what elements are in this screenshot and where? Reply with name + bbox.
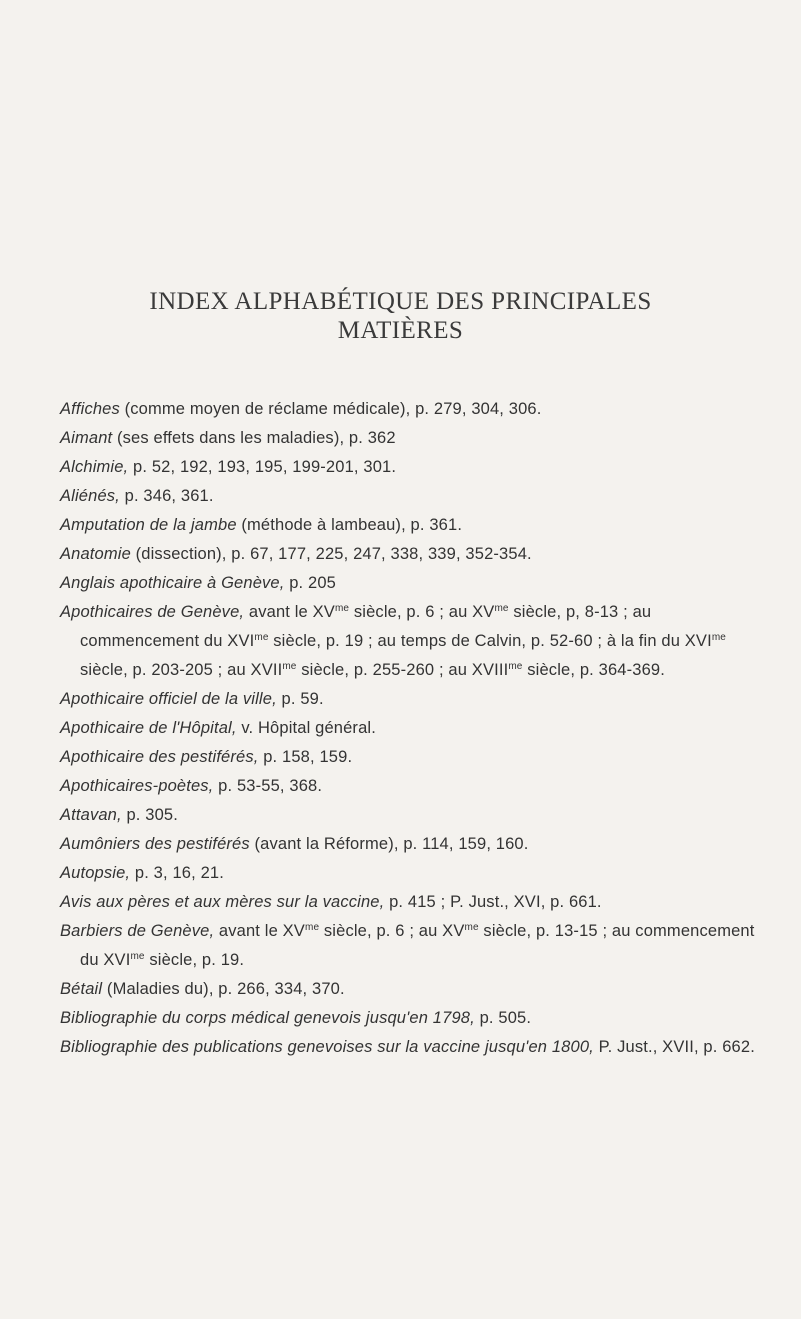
- index-entry-apothicaires-poetes: [60, 772, 760, 801]
- index-term: Bibliographie du corps médical genevois jusqu'en 1798,: [60, 1009, 475, 1027]
- index-references: avant le XV: [244, 603, 335, 621]
- index-entry-apothicaire-hopital: [60, 714, 760, 743]
- index-entry-apothicaire-pestiferes: [60, 743, 760, 772]
- ordinal-suffix: me: [130, 951, 145, 962]
- index-term: Aimant: [60, 429, 113, 447]
- index-term: Bétail: [60, 980, 103, 998]
- index-references: p. 53-55, 368.: [213, 777, 323, 795]
- ordinal-suffix: me: [334, 603, 350, 614]
- index-term: Aumôniers des pestiférés: [60, 835, 250, 853]
- ordinal-suffix: me: [464, 922, 479, 933]
- index-references: siècle, p. 6 ; au XV: [349, 603, 495, 621]
- index-references: P. Just., XVII, p. 662.: [593, 1038, 755, 1056]
- index-entry-aimant: [60, 424, 760, 453]
- index-references: p. 415 ; P. Just., XVI, p. 661.: [384, 893, 602, 911]
- index-references: siècle, p. 6 ; au XV: [319, 922, 465, 940]
- index-term: Apothicaires de Genève,: [60, 603, 245, 621]
- index-references: (dissection), p. 67, 177, 225, 247, 338, 339, 352-354.: [130, 545, 532, 563]
- index-entry-amputation: [60, 511, 760, 540]
- index-entry-apothicaire-officiel: [60, 685, 760, 714]
- ordinal-suffix: me: [711, 632, 727, 643]
- ordinal-suffix: me: [282, 661, 297, 672]
- ordinal-suffix: me: [508, 661, 523, 672]
- index-term: Apothicaire des pestiférés,: [60, 748, 259, 766]
- index-references: p. 59.: [276, 690, 324, 708]
- index-term: Autopsie,: [60, 864, 131, 882]
- index-term: Bibliographie des publications genevoises sur la vaccine jusqu'en 1800,: [60, 1038, 594, 1056]
- index-term: Affiches: [60, 400, 120, 418]
- index-entry-bibliographie-corps: [60, 1004, 760, 1033]
- ordinal-suffix: me: [494, 603, 509, 614]
- index-entry-betail: [60, 975, 760, 1004]
- index-references: siècle, p, 8-13 ; au commencement du XVI: [80, 603, 652, 650]
- index-references: siècle, p. 13-15 ; au commencement du XVI: [80, 922, 755, 969]
- index-entry-anglais: [60, 569, 760, 598]
- index-term: Apothicaire officiel de la ville,: [60, 690, 277, 708]
- index-entry-anatomie: [60, 540, 760, 569]
- index-references: (ses effets dans les maladies), p. 362: [112, 429, 396, 447]
- index-entry-avis: [60, 888, 760, 917]
- index-references: v. Hôpital général.: [236, 719, 376, 737]
- index-title-line-1: INDEX ALPHABÉTIQUE DES PRINCIPALES: [149, 288, 652, 315]
- index-references: p. 305.: [121, 806, 178, 824]
- index-entry-autopsie: [60, 859, 760, 888]
- index-entry-aumoniers: [60, 830, 760, 859]
- ordinal-suffix: me: [254, 632, 269, 643]
- index-references: p. 205: [284, 574, 337, 592]
- index-term: Apothicaires-poètes,: [60, 777, 214, 795]
- index-references: avant le XV: [214, 922, 305, 940]
- ordinal-suffix: me: [304, 922, 320, 933]
- index-entry-affiches: [60, 395, 760, 424]
- index-term: Aliénés,: [60, 487, 120, 505]
- index-references: (Maladies du), p. 266, 334, 370.: [102, 980, 345, 998]
- index-entry-barbiers: [60, 917, 760, 975]
- index-term: Barbiers de Genève,: [60, 922, 215, 940]
- index-term: Amputation de la jambe: [60, 516, 237, 534]
- index-title-line-2: MATIÈRES: [337, 317, 464, 344]
- index-entry-attavan: [60, 801, 760, 830]
- index-term: Attavan,: [60, 806, 122, 824]
- index-references: siècle, p. 203-205 ; au XVII: [80, 661, 283, 679]
- index-entries-list: [60, 395, 760, 1062]
- index-term: Anglais apothicaire à Genève,: [60, 574, 285, 592]
- index-references: p. 346, 361.: [119, 487, 214, 505]
- index-references: siècle, p. 19.: [144, 951, 245, 969]
- index-term: Anatomie: [60, 545, 131, 563]
- index-references: p. 158, 159.: [258, 748, 353, 766]
- index-references: siècle, p. 255-260 ; au XVIII: [296, 661, 509, 679]
- index-term: Apothicaire de l'Hôpital,: [60, 719, 237, 737]
- index-entry-bibliographie-publications: [60, 1033, 760, 1062]
- index-references: p. 505.: [474, 1009, 532, 1027]
- index-references: (méthode à lambeau), p. 361.: [236, 516, 463, 534]
- index-references: siècle, p. 19 ; au temps de Calvin, p. 52-60 ; à la fin du XVI: [268, 632, 712, 650]
- index-entry-alchimie: [60, 453, 760, 482]
- index-term: Alchimie,: [60, 458, 129, 476]
- index-term: Avis aux pères et aux mères sur la vaccine,: [60, 893, 385, 911]
- index-entry-apothicaires-geneve: [60, 598, 760, 685]
- index-references: siècle, p. 364-369.: [522, 661, 665, 679]
- index-references: (comme moyen de réclame médicale), p. 279, 304, 306.: [119, 400, 542, 418]
- index-references: p. 3, 16, 21.: [130, 864, 224, 882]
- index-references: (avant la Réforme), p. 114, 159, 160.: [249, 835, 529, 853]
- index-entry-alienes: [60, 482, 760, 511]
- index-references: p. 52, 192, 193, 195, 199-201, 301.: [128, 458, 397, 476]
